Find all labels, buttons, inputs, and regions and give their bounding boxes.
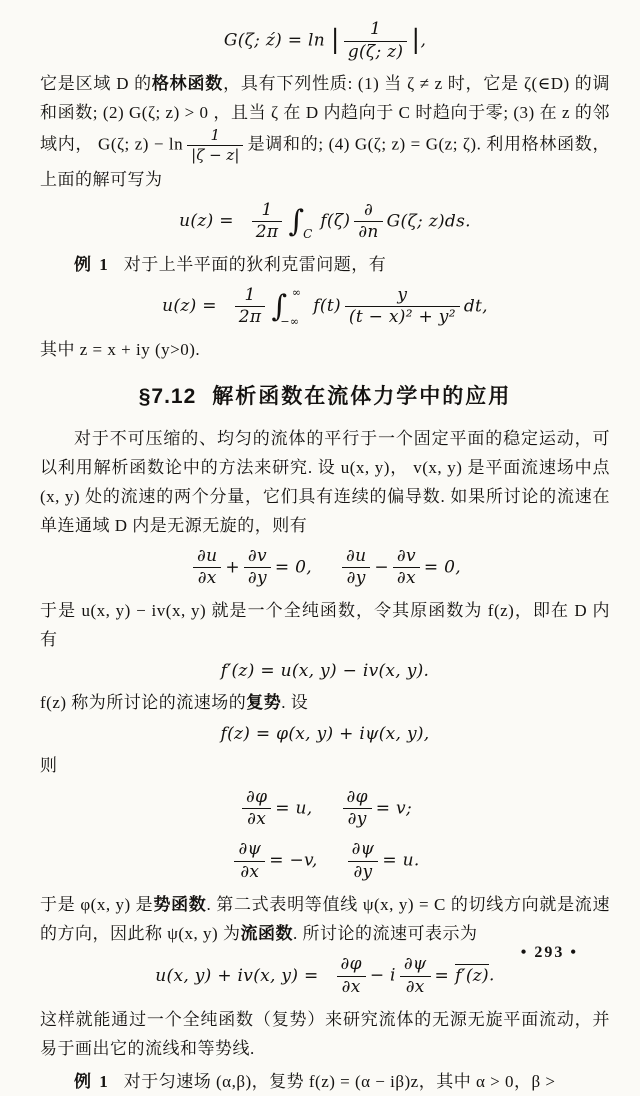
text-run: . 设: [281, 692, 309, 712]
operator: −: [374, 557, 389, 578]
equals-zero: = 0,: [274, 557, 312, 578]
integral: ∫ C: [288, 203, 313, 241]
fraction: $\frac{\partial\psi}{\partial x}$: [234, 840, 265, 882]
fraction: $\frac{1}{2\pi}$: [252, 201, 283, 243]
equals-u: = u.: [382, 850, 420, 871]
paragraph-holomorphic: 于是 u(x, y) − iv(x, y) 就是一个全纯函数，令其原函数为 f(z)，即在 D 内有: [40, 600, 610, 649]
text-run: ，具有下列性质: (1) 当 ζ ≠ z 时，它是 ζ(∈D) 的调和函数; (2) G(ζ; z) > 0 ，且当 ζ 在 D 内趋向于 C 时趋向于零; (3) 在 z 的邻域内， G(ζ; z) − ln: [40, 74, 611, 154]
formula-lhs: G(ζ; ź) = ln: [223, 30, 326, 51]
example-uniform-field: [40, 1067, 610, 1096]
paragraph-intro: 对于不可压缩的、均匀的流体的平行于一个固定平面的稳定运动，可以利用解析函数论中的方法来研究. 设 u(x, y)， v(x, y) 是平面流速场中点 (x, y) 处的流速的两个分量，它们具有连续的偏导数. 如果所讨论的流速在单连通域 D 内是无源无旋的，则有: [40, 428, 610, 535]
text-run: f(z) 称为所讨论的流速场的: [40, 692, 247, 712]
fraction: $\frac{\partial\varphi}{\partial x}$: [242, 788, 271, 830]
paragraph-where: 其中 z = x + iy (y>0).: [40, 339, 201, 359]
formula-rhs: dt,: [463, 296, 488, 317]
formula-rhs: G(ζ; z)ds.: [386, 211, 471, 232]
paragraph-stream-function: [40, 890, 610, 948]
formula-punct: ,: [420, 30, 427, 51]
text-run: 它是区域 D 的: [40, 74, 152, 94]
integral: ∫ ∞ −∞: [271, 285, 302, 328]
example-dirichlet: [40, 250, 610, 279]
term-stream-function: 流函数: [240, 924, 293, 944]
text-run: 是调和的; (4) G(ζ; z) = G(z; ζ). 利用格林函数，上面的解可写为: [40, 134, 610, 189]
section-number: §7.12: [138, 384, 197, 408]
equals-zero: = 0,: [423, 557, 461, 578]
example-text: 对于上半平面的狄利克雷问题，有: [123, 254, 387, 274]
fraction: $\frac{1}{g(\zeta; z)}$: [344, 20, 408, 62]
fraction: $\frac{\partial}{\partial n}$: [354, 201, 382, 243]
term-potential-function: 势函数: [153, 895, 207, 915]
formula-punct: .: [488, 965, 495, 986]
formula-psi-derivatives: [40, 840, 610, 882]
fraction: $\frac{\partial\psi}{\partial x}$: [400, 955, 431, 997]
operator: +: [225, 557, 240, 578]
equals: =: [434, 965, 450, 986]
example-text: 对于匀速场 (α,β)，复势 f(z) = (α − iβ)z，其中 α > 0，β >: [123, 1072, 556, 1092]
term-complex-potential: 复势: [246, 692, 282, 712]
paragraph-then: 则: [40, 755, 58, 775]
text-run: 于是 φ(x, y) 是: [40, 895, 154, 915]
abs-bar-right: |: [411, 25, 421, 56]
formula-derivative: f′(z) = u(x, y) − iv(x, y).: [220, 660, 430, 681]
formula-lhs: u(z) =: [179, 211, 234, 232]
formula-phi-derivatives: [40, 788, 610, 830]
formula-lhs: u(z) =: [162, 296, 217, 317]
fraction: $\frac{y}{\text{(t − x)² + y²}}$: [345, 286, 460, 328]
fraction: $\frac{1}{2\pi}$: [235, 286, 266, 328]
section-heading: [40, 380, 610, 410]
formula-cauchy-riemann: [40, 547, 610, 589]
section-title: 解析函数在流体力学中的应用: [212, 384, 512, 408]
formula-green-function-definition: [40, 20, 610, 62]
formula-lhs: u(x, y) + iv(x, y) =: [155, 965, 319, 986]
fraction: $\frac{\partial\psi}{\partial y}$: [348, 840, 379, 882]
abs-bar-left: |: [330, 25, 340, 56]
formula-poisson-integral: [40, 286, 610, 328]
fraction: $\frac{\partial u}{\partial x}$: [193, 547, 221, 589]
equals-minus-v: = −v,: [269, 850, 318, 871]
formula-potential-decomposition: f(z) = φ(x, y) + iψ(x, y),: [220, 723, 430, 744]
page-number: • 293 •: [520, 944, 578, 961]
fraction: $\frac{\partial\varphi}{\partial y}$: [343, 788, 372, 830]
paragraph-conclusion: 这样就能通过一个全纯函数（复势）来研究流体的无源无旋平面流动，并易于画出它的流线和等势线.: [40, 1010, 610, 1059]
fraction: $\frac{1}{|\zeta - z|}$: [187, 127, 243, 165]
paragraph-green-properties: [40, 69, 610, 194]
fraction: $\frac{\partial\varphi}{\partial x}$: [337, 955, 366, 997]
integrand: f(t): [313, 296, 341, 317]
equals-u: = u,: [275, 798, 313, 819]
operator: − i: [369, 965, 396, 986]
fraction: $\frac{\partial v}{\partial y}$: [244, 547, 271, 589]
example-label: 例 1: [74, 1072, 110, 1092]
example-label: 例 1: [74, 254, 110, 274]
paragraph-complex-potential: [40, 688, 610, 717]
fraction: $\frac{\partial u}{\partial y}$: [342, 547, 370, 589]
text-run: . 第二式表明等值线 ψ(x, y) = C 的切线方向就是流速的方向，因此称 ψ(x, y) 为: [40, 895, 611, 944]
formula-green-solution: [40, 201, 610, 243]
conjugate-overline: f′(z): [455, 965, 489, 986]
term-green-function: 格林函数: [151, 74, 224, 94]
text-run: . 所讨论的流速可表示为: [292, 924, 478, 944]
fraction: $\frac{\partial v}{\partial x}$: [393, 547, 420, 589]
equals-v: = v;: [375, 798, 412, 819]
integrand: f(ζ): [320, 211, 351, 232]
